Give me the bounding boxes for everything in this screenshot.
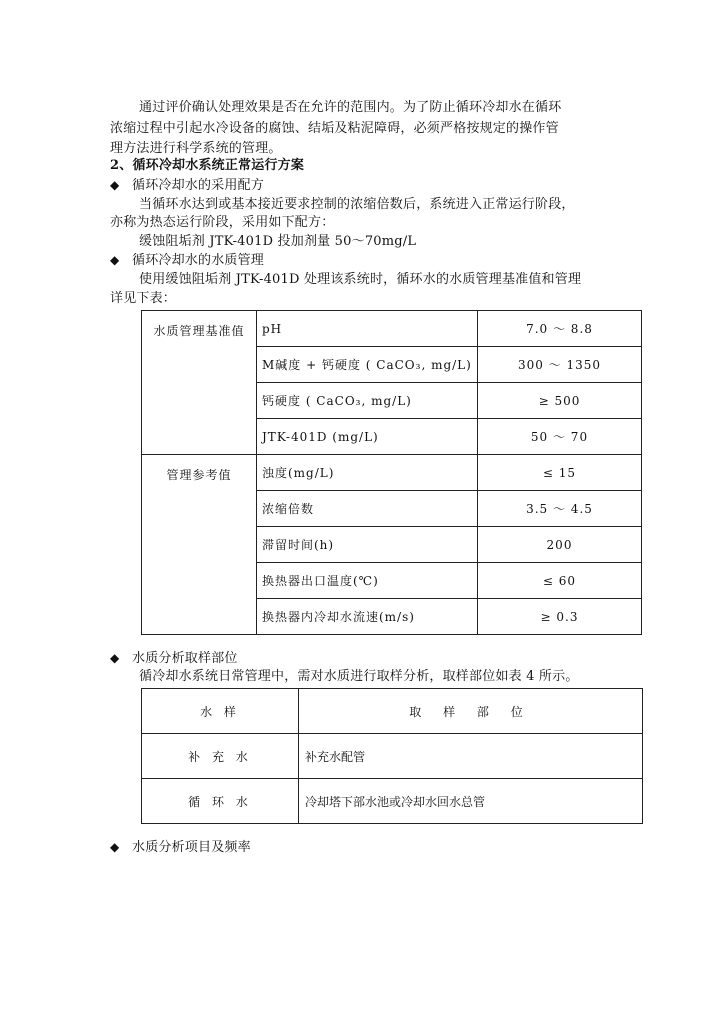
value-cell: 50 ～ 70 (478, 419, 642, 455)
item-cell: pH (257, 311, 478, 347)
value-cell: ≤ 15 (478, 455, 642, 491)
header-sample: 水 样 (142, 689, 299, 734)
quality-line-2: 详见下表： (110, 291, 177, 306)
bullet-formula-label: 循环冷却水的采用配方 (132, 178, 265, 193)
bullet-formula (110, 176, 264, 195)
intro-line-3: 理方法进行科学系统的管理。 (110, 141, 282, 156)
item-cell: JTK-401D (mg/L) (257, 419, 478, 455)
table-row (142, 734, 643, 779)
item-cell: 钙硬度 ( CaCO₃, mg/L) (257, 383, 478, 419)
diamond-bullet-icon: ◆ (110, 840, 120, 854)
value-cell: 7.0 ～ 8.8 (478, 311, 642, 347)
sample-cell: 循 环 水 (142, 779, 299, 824)
intro-line-1: 通过评价确认处理效果是否在允许的范围内。为了防止循环冷却水在循环 (139, 100, 562, 115)
diamond-bullet-icon: ◆ (110, 651, 120, 665)
value-cell: 300 ～ 1350 (478, 347, 642, 383)
diamond-bullet-icon: ◆ (110, 178, 120, 192)
item-cell: 换热器内冷却水流速(m/s) (257, 599, 478, 635)
sampling-table (141, 688, 643, 824)
group-name: 管理参考值 (142, 455, 257, 635)
table-row (142, 779, 643, 824)
table-row (142, 455, 642, 491)
sample-cell: 补 充 水 (142, 734, 299, 779)
table-row (142, 311, 642, 347)
value-cell: 3.5 ～ 4.5 (478, 491, 642, 527)
group-name: 水质管理基准值 (142, 311, 257, 455)
intro-line-2: 浓缩过程中引起水冷设备的腐蚀、结垢及粘泥障碍，必须严格按规定的操作管 (110, 121, 559, 136)
location-cell: 补充水配管 (299, 734, 643, 779)
bullet-sampling-label: 水质分析取样部位 (132, 651, 238, 666)
value-cell: ≥ 0.3 (478, 599, 642, 635)
bullet-quality-label: 循环冷却水的水质管理 (132, 253, 265, 268)
formula-line-2: 亦称为热态运行阶段，采用如下配方： (110, 215, 335, 230)
value-cell: ≥ 500 (478, 383, 642, 419)
sampling-intro: 循冷却水系统日常管理中，需对水质进行取样分析，取样部位如表 4 所示。 (139, 669, 579, 684)
formula-line-1: 当循环水达到或基本接近要求控制的浓缩倍数后，系统进入正常运行阶段， (139, 197, 575, 212)
bullet-analysis (110, 838, 251, 857)
table-header-row (142, 689, 643, 734)
item-cell: M碱度 + 钙硬度 ( CaCO₃, mg/L) (257, 347, 478, 383)
diamond-bullet-icon: ◆ (110, 253, 120, 267)
item-cell: 滞留时间(h) (257, 527, 478, 563)
section-heading: 2、循环冷却水系统正常运行方案 (110, 158, 305, 173)
quality-line-1: 使用缓蚀阻垢剂 JTK-401D 处理该系统时，循环水的水质管理基准值和管理 (139, 272, 582, 287)
item-cell: 浊度(mg/L) (257, 455, 478, 491)
header-location: 取 样 部 位 (299, 689, 643, 734)
bullet-sampling (110, 649, 238, 668)
quality-standards-table (141, 310, 642, 635)
item-cell: 换热器出口温度(℃) (257, 563, 478, 599)
item-cell: 浓缩倍数 (257, 491, 478, 527)
formula-line-3: 缓蚀阻垢剂 JTK-401D 投加剂量 50～70mg/L (139, 234, 417, 249)
location-cell: 冷却塔下部水池或冷却水回水总管 (299, 779, 643, 824)
bullet-quality (110, 251, 264, 270)
bullet-analysis-label: 水质分析项目及频率 (132, 840, 251, 855)
value-cell: ≤ 60 (478, 563, 642, 599)
value-cell: 200 (478, 527, 642, 563)
